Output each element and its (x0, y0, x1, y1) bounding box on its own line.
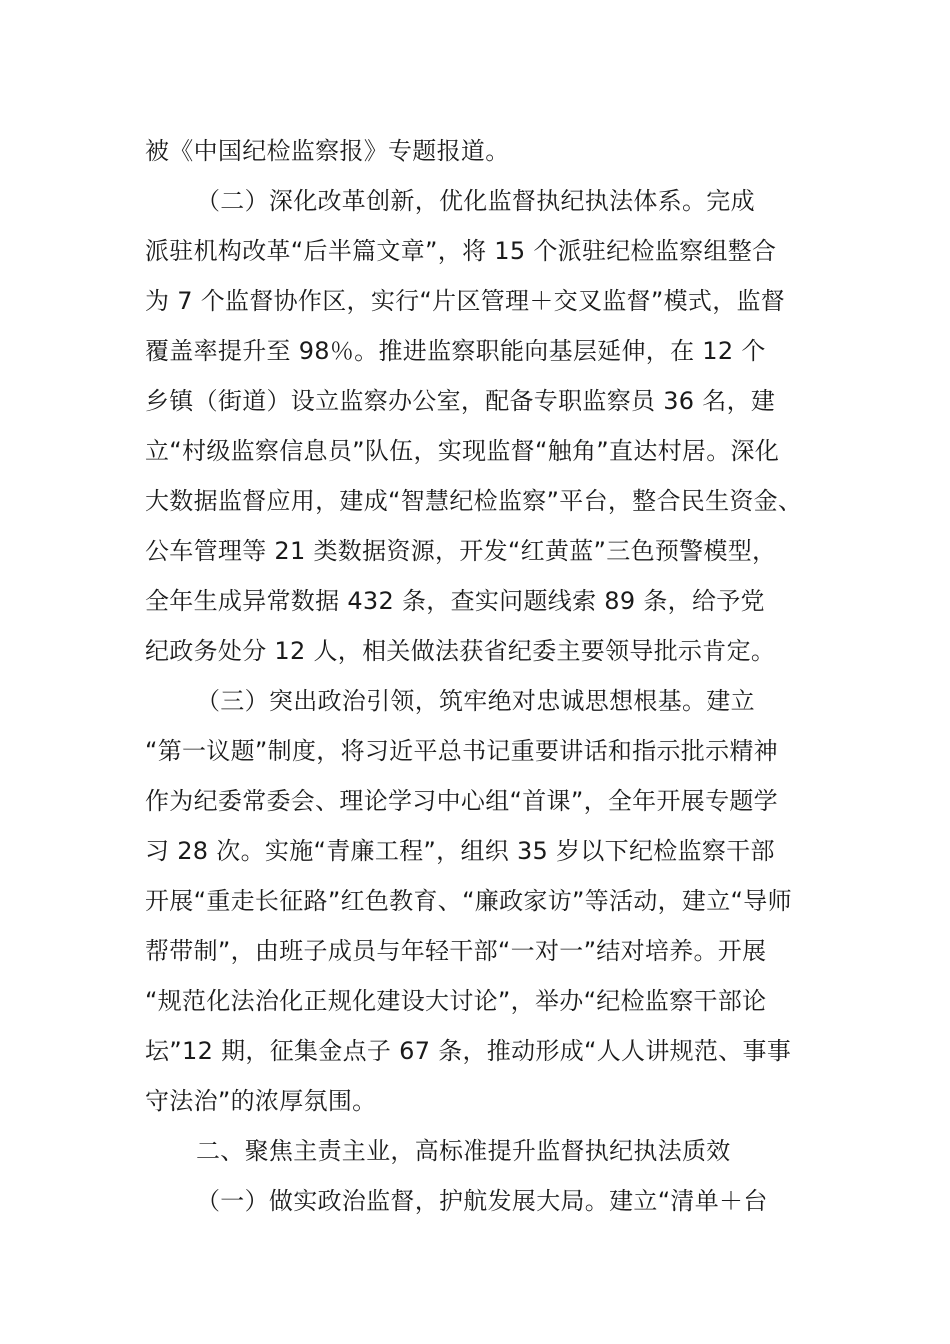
section-heading: 二、聚焦主责主业，高标准提升监督执纪执法质效 (196, 1137, 731, 1165)
text-line: 被《中国纪检监察报》专题报道。 (145, 137, 510, 165)
text-line: 纪政务处分 12 人，相关做法获省纪委主要领导批示肯定。 (145, 637, 776, 665)
text-line: 立“村级监察信息员”队伍，实现监督“触角”直达村居。深化 (145, 437, 780, 465)
text-line: 为 7 个监督协作区，实行“片区管理＋交叉监督”模式，监督 (145, 287, 786, 315)
text-line: 守法治”的浓厚氛围。 (145, 1087, 377, 1115)
text-line: 派驻机构改革“后半篇文章”，将 15 个派驻纪检监察组整合 (145, 237, 777, 265)
text-line: “第一议题”制度，将习近平总书记重要讲话和指示批示精神 (145, 737, 778, 765)
text-line: 覆盖率提升至 98％。推进监察职能向基层延伸，在 12 个 (145, 337, 766, 365)
text-line: 乡镇（街道）设立监察办公室，配备专职监察员 36 名，建 (145, 387, 776, 415)
text-line: 公车管理等 21 类数据资源，开发“红黄蓝”三色预警模型， (145, 537, 777, 565)
text-line: 开展“重走长征路”红色教育、“廉政家访”等活动，建立“导师 (145, 887, 792, 915)
paragraph-heading-2: （二）深化改革创新，优化监督执纪执法体系。完成 (196, 187, 755, 215)
paragraph-heading-3: （三）突出政治引领，筑牢绝对忠诚思想根基。建立 (196, 687, 755, 715)
text-line: 习 28 次。实施“青廉工程”，组织 35 岁以下纪检监察干部 (145, 837, 775, 865)
text-line: 作为纪委常委会、理论学习中心组“首课”，全年开展专题学 (145, 787, 778, 815)
text-line: 帮带制”，由班子成员与年轻干部“一对一”结对培养。开展 (145, 937, 767, 965)
paragraph-heading-1: （一）做实政治监督，护航发展大局。建立“清单＋台 (196, 1187, 768, 1215)
text-line: 坛”12 期，征集金点子 67 条，推动形成“人人讲规范、事事 (145, 1037, 792, 1065)
text-line: “规范化法治化正规化建设大讨论”，举办“纪检监察干部论 (145, 987, 767, 1015)
text-line: 大数据监督应用，建成“智慧纪检监察”平台，整合民生资金、 (145, 487, 803, 515)
text-line: 全年生成异常数据 432 条，查实问题线索 89 条，给予党 (145, 587, 765, 615)
